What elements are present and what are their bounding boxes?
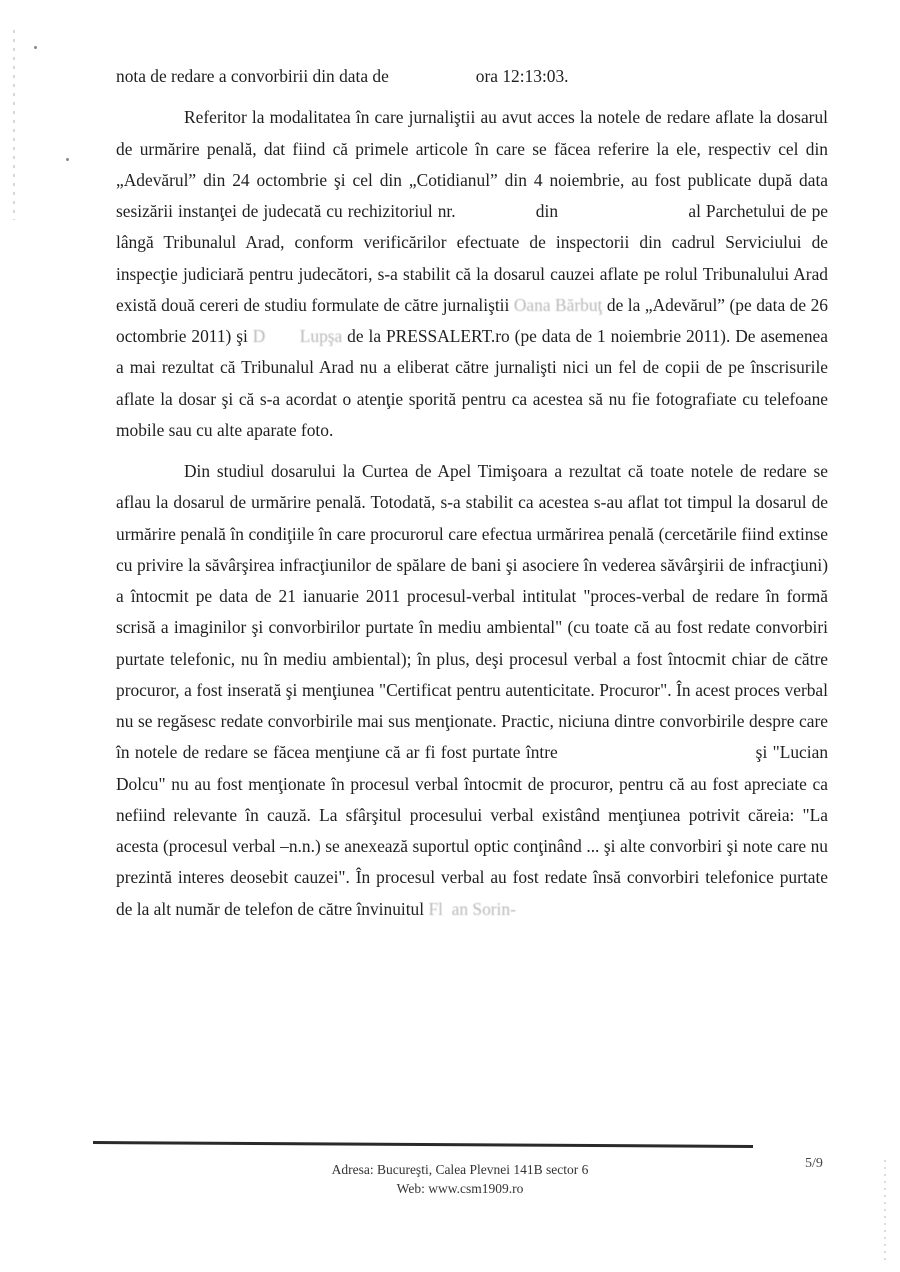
document-body — [116, 61, 828, 925]
scan-edge-artifact — [884, 1160, 886, 1260]
paragraph — [116, 456, 828, 925]
redacted-text — [461, 201, 531, 221]
footer-divider — [93, 1141, 753, 1148]
redacted-text: Oana Bărbuţ — [513, 294, 603, 315]
redacted-text — [563, 201, 683, 221]
text-run: al Parchetului de pe lângă Tribunalul Arad, conform verificărilor efectuate de inspectorii din cadrul Serviciului de inspecţie judiciară pentru judecători, s-a stabilit că la dosarul cauzei aflate pe rolul Tribunalului Arad există două cereri de studiu formulate de către jurnaliştii — [116, 201, 828, 315]
redacted-text — [393, 66, 471, 86]
scan-dot — [66, 158, 69, 161]
footer-web: Web: www.csm1909.ro — [396, 1181, 524, 1196]
scan-edge-artifact — [13, 30, 15, 220]
text-run: de la PRESSALERT.ro (pe data de 1 noiembrie 2011). De asemenea a mai rezultat că Tribunalul Arad nu a eliberat către jurnalişti nici un fel de copii de pe înscrisurile aflate la dosar şi că s-a acordat o atenţie sporită pentru ca acestea să nu fie fotografiate cu telefoane mobile sau cu alte aparate foto. — [116, 326, 828, 440]
redacted-text: Fl an Sorin- — [428, 898, 516, 919]
scan-dot — [34, 46, 37, 49]
paragraph — [116, 61, 828, 92]
redacted-text — [563, 742, 750, 762]
redacted-text: D Lupşa — [252, 326, 343, 346]
page-number: 5/9 — [805, 1156, 823, 1171]
footer-address: Adresa: Bucureşti, Calea Plevnei 141B sector 6 — [331, 1162, 589, 1177]
text-run: de la „Adevărul” (pe data de 26 octombrie 2011) şi — [116, 294, 828, 346]
text-run: Referitor la modalitatea în care jurnaliştii au avut acces la notele de redare aflate la dosarul de urmărire penală, dat fiind că primele articole în care se făcea referire la ele, respectiv cel din „Adevărul” din 24 octombrie şi cel din „Cotidianul” din 4 noiembrie, au fost publicate după data sesizării instanţei de judecată cu rechizitoriul nr. — [116, 107, 828, 221]
text-run: nota de redare a convorbirii din data de — [116, 66, 394, 86]
paragraph — [116, 102, 828, 446]
text-run: ora 12:13:03. — [471, 66, 569, 86]
text-run: Din studiul dosarului la Curtea de Apel Timişoara a rezultat că toate notele de redare se aflau la dosarul de urmărire penală. Totodată, s-a stabilit ca acestea s-au aflat tot timpul la dosarul de urmărire penală în condiţiile în care procurorul care efectua urmărirea penală (cercetările fiind extinse cu privire la săvârşirea infracţiunilor de spălare de bani şi asociere în vederea săvârşirii de infracţiuni) a întocmit pe data de 21 ianuarie 2011 procesul-verbal intitulat "proces-verbal de redare în formă scrisă a imaginilor şi convorbirilor purtate în mediu ambiental" (cu toate că au fost redate convorbiri purtate telefonic, nu în mediu ambiental); în plus, deşi procesul verbal a fost întocmit chiar de către procuror, a fost inserată şi menţiunea "Certificat pentru autenticitate. Procuror". În acest proces verbal nu se regăsesc redate convorbirile mai sus menţionate. Practic, niciuna dintre convorbirile despre care în notele de redare se făcea menţiune că ar fi fost purtate între — [116, 461, 828, 763]
text-run: şi "Lucian Dolcu" nu au fost menţionate în procesul verbal întocmit de procuror, pentru că au fost apreciate ca nefiind relevante în cauză. La sfârşitul procesului verbal existând menţiunea potrivit căreia: "La acesta (procesul verbal –n.n.) se anexează suportul optic conţinând ... şi alte convorbiri şi note care nu prezintă interes deosebit cauzei". În procesul verbal au fost redate însă convorbiri telefonice purtate de la alt număr de telefon de către învinuitul — [116, 742, 829, 919]
text-run: din — [530, 201, 564, 221]
